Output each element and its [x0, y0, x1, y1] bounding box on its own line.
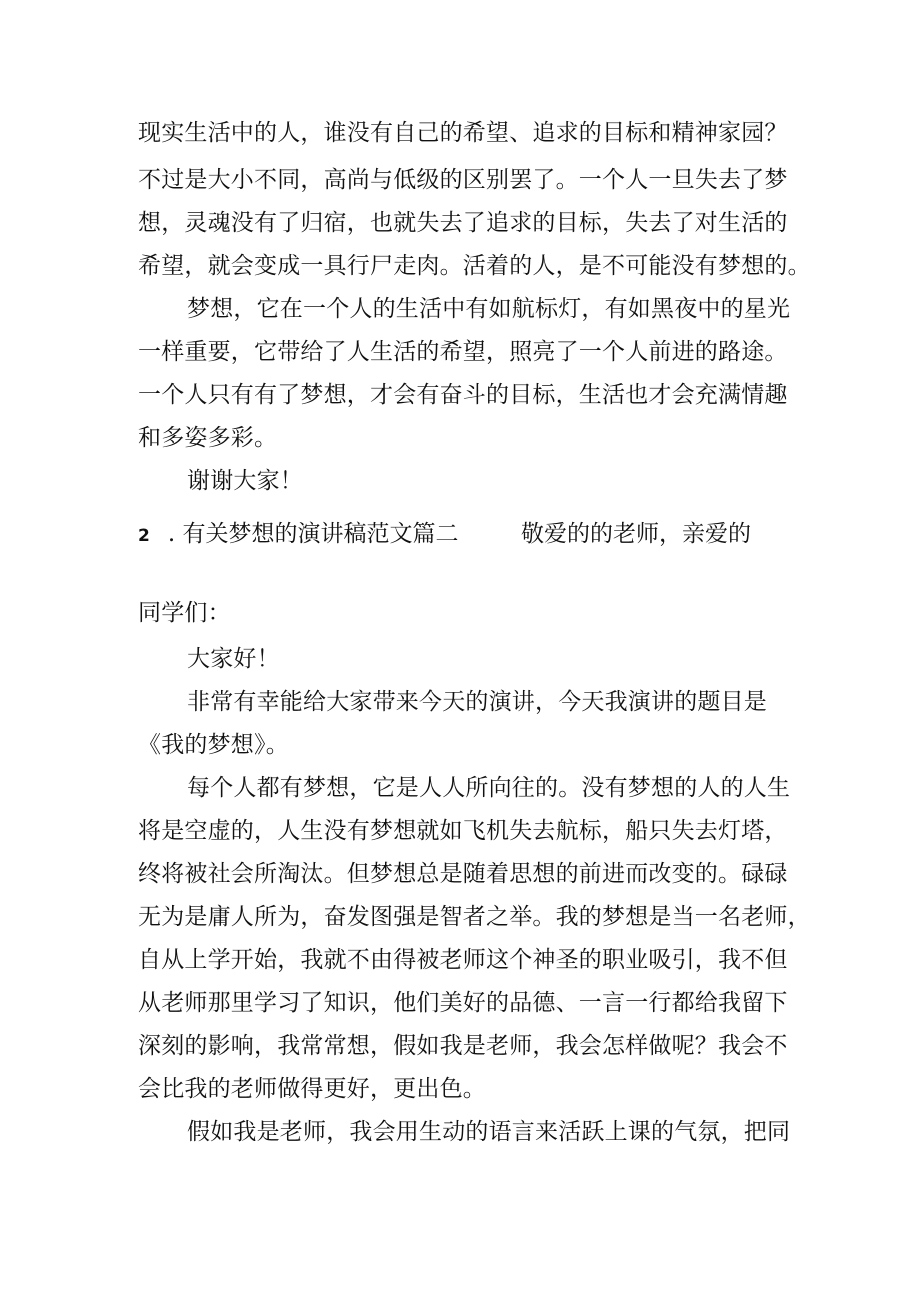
- closing-line: 谢谢大家！: [187, 468, 303, 494]
- paragraph-line: 深刻的影响，我常常想，假如我是老师，我会怎样做呢？我会不: [138, 1033, 788, 1059]
- paragraph-line: 一个人只有有了梦想，才会有奋斗的目标，生活也才会充满情趣: [138, 382, 788, 408]
- paragraph-line: 《我的梦想》。: [138, 732, 289, 758]
- paragraph-line: 梦想，它在一个人的生活中有如航标灯，有如黑夜中的星光: [187, 296, 791, 322]
- paragraph-line: 不过是大小不同，高尚与低级的区别罢了。一个人一旦失去了梦: [138, 167, 788, 193]
- heading-title: . 有关梦想的演讲稿范文篇二: [167, 521, 459, 547]
- paragraph-line: 同学们：: [138, 600, 231, 626]
- heading-number: 2: [138, 526, 150, 546]
- paragraph-line: 从老师那里学习了知识，他们美好的品德、一言一行都给我留下: [138, 990, 788, 1016]
- paragraph-line: 自从上学开始，我就不由得被老师这个神圣的职业吸引，我不但: [138, 947, 788, 973]
- heading-greeting: 敬爱的的老师，亲爱的: [521, 521, 751, 547]
- paragraph-line: 一样重要，它带给了人生活的希望，照亮了一个人前进的路途。: [138, 339, 788, 365]
- section-heading: [138, 517, 838, 553]
- paragraph-line: 现实生活中的人，谁没有自己的希望、追求的目标和精神家园？: [138, 120, 788, 146]
- paragraph-line: 大家好！: [187, 646, 280, 672]
- paragraph-line: 将是空虚的，人生没有梦想就如飞机失去航标，船只失去灯塔，: [138, 818, 788, 844]
- paragraph-line: 希望，就会变成一具行尸走肉。活着的人，是不可能没有梦想的。: [138, 253, 811, 279]
- paragraph-line: 终将被社会所淘汰。但梦想总是随着思想的前进而改变的。碌碌: [138, 861, 788, 887]
- paragraph-line: 每个人都有梦想，它是人人所向往的。没有梦想的人的人生: [187, 775, 791, 801]
- paragraph-line: 假如我是老师，我会用生动的语言来活跃上课的气氛，把同: [187, 1119, 791, 1145]
- paragraph-line: 非常有幸能给大家带来今天的演讲，今天我演讲的题目是: [187, 689, 767, 715]
- paragraph-line: 想，灵魂没有了归宿，也就失去了追求的目标，失去了对生活的: [138, 210, 788, 236]
- paragraph-line: 和多姿多彩。: [138, 425, 278, 451]
- paragraph-line: 会比我的老师做得更好，更出色。: [138, 1076, 486, 1102]
- paragraph-line: 无为是庸人所为，奋发图强是智者之举。我的梦想是当一名老师，: [138, 904, 811, 930]
